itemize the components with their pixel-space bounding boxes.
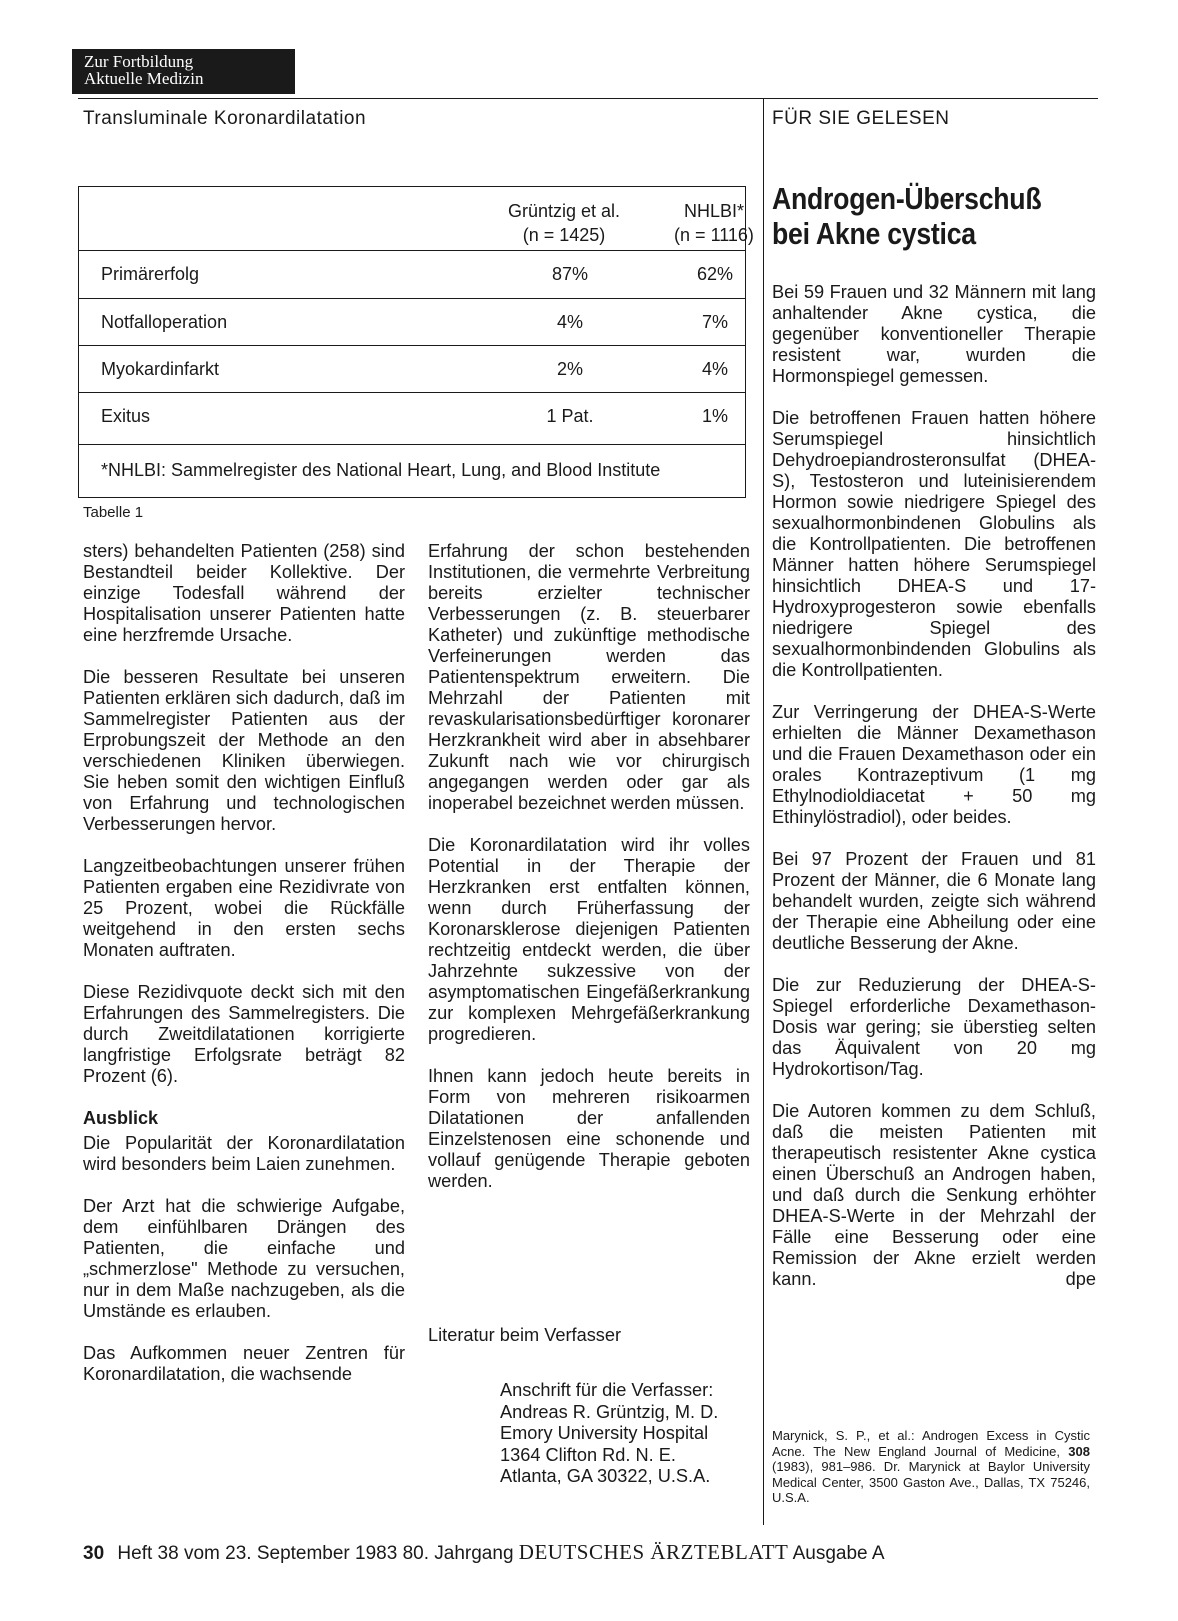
table-header-text: (n = 1425) [522, 225, 606, 245]
address-line: Andreas R. Grüntzig, M. D. [500, 1401, 719, 1422]
paragraph: Diese Rezidivquote deckt sich mit den Erfahrungen des Sammelregisters. Die durch Zweitdilatationen korrigierte langfristige Erfolgsrate beträgt 82 Prozent (6). [83, 982, 405, 1086]
subheading-ausblick: Ausblick [83, 1108, 159, 1128]
paragraph-text: Die Autoren kommen zu dem Schluß, daß die meisten Patienten mit therapeutisch resistenter Akne cystica einen Überschuß an Androgen haben, und daß durch die Senkung erhöhter DHEA-S-Werte in der Mehrzahl der Fälle eine Besserung oder eine Remission der Akne erzielt werden kann. [772, 1101, 1096, 1289]
address-line: Anschrift für die Verfasser: [500, 1380, 714, 1400]
paragraph: Erfahrung der schon bestehenden Institutionen, die vermehrte Verbreitung bereits erzielter technischer Verbesserungen (z. B. steuerbarer Katheter) und zukünftige methodische Verfeinerungen werden das Patientenspektrum erweitern. Die Mehrzahl der Patienten mit revaskularisationsbedürftiger koronarer Herzkrankheit wird aber in absehbarer Zukunft nach wie vor chirurgisch angegangen werden oder gar als inoperabel bezeichnet werden müssen. [428, 541, 750, 813]
address-line: Atlanta, GA 30322, U.S.A. [500, 1466, 711, 1486]
cell-value: 1 Pat. [546, 406, 594, 426]
paragraph: Die Koronardilatation wird ihr volles Potential in der Therapie der Herzkranken erst entfalten können, wenn durch Früherfassung der Koronarsklerose diejenigen Patienten rechtzeitig entdeckt werden, die über Jahrzehnte sukzessive von der asymptomatischen Eingefäßerkrankung zur komplexen Mehrgefäßerkrankung progredieren. [428, 835, 750, 1044]
address-line: 1364 Clifton Rd. N. E. [500, 1444, 676, 1465]
author-address [500, 1380, 718, 1488]
paragraph [772, 1101, 1096, 1290]
table-caption: Tabelle 1 [83, 504, 144, 521]
row-label: Notfalloperation [101, 312, 228, 332]
row-label: Exitus [101, 406, 151, 426]
table-footnote: *NHLBI: Sammelregister des National Heart, Lung, and Blood Institute [101, 460, 661, 480]
paragraph: sters) behandelten Patienten (258) sind Bestandteil beider Kollektive. Der einzige Todesfall während der Hospitalisation unserer Patienten hatte eine herzfremde Ursache. [83, 541, 405, 645]
address-line: Emory University Hospital [500, 1423, 709, 1443]
cell-value: 4% [556, 312, 583, 332]
reference-text: Marynick, S. P., et al.: Androgen Excess in Cystic Acne. The New England Journal of Medicine, [772, 1428, 1090, 1459]
paragraph: Bei 59 Frauen und 32 Männern mit lang anhaltender Akne cystica, die gegenüber konventioneller Therapie resistent war, wurden die Hormonspiegel gemessen. [772, 282, 1096, 386]
paragraph: Der Arzt hat die schwierige Aufgabe, dem einfühlbaren Drängen des Patienten, die einfache und „schmerzlose" Methode zu versuchen, nur in dem Maße nachzugeben, als die Umstände es erlauben. [83, 1196, 405, 1321]
table-row [79, 392, 745, 441]
table-header-nhlbi [639, 199, 789, 247]
page-footer [83, 1540, 885, 1565]
row-label: Myokardinfarkt [101, 359, 220, 379]
paragraph: Das Aufkommen neuer Zentren für Koronardilatation, die wachsende [83, 1343, 405, 1384]
cell-value: 1% [701, 406, 728, 426]
table-row [79, 345, 745, 394]
reference-text: (1983), 981–986. Dr. Marynick at Baylor University Medical Center, 3500 Gaston Ave., Dallas, TX 75246, U.S.A. [772, 1459, 1090, 1505]
rubric-line-1: Zur Fortbildung [84, 52, 194, 71]
journal-name: DEUTSCHES ÄRZTEBLATT [518, 1540, 789, 1564]
paragraph: Ihnen kann jedoch heute bereits in Form von mehreren risikoarmen Dilatationen der anfallenden Einzelstenosen eine schonende und vollauf genügende Therapie geboten werden. [428, 1066, 750, 1191]
table-header-text: Grüntzig et al. [507, 201, 621, 221]
paragraph: Die betroffenen Frauen hatten höhere Serumspiegel hinsichtlich Dehydroepiandrosteronsulfat (DHEA-S), Testosteron und luteinisierendem Hormon sowie niedrigere Spiegel des sexualhormonbindenen Globulins als die Kontrollpatienten. Die betroffenen Männer hatten höhere Serumspiegel hinsichtlich DHEA-S und 17-Hydroxyprogesteron sowie ebenfalls niedrigere Spiegel des sexualhormonbindenden Globulins als die Kontrollpatienten. [772, 408, 1096, 680]
literature-note: Literatur beim Verfasser [428, 1325, 622, 1345]
paragraph: Langzeitbeobachtungen unserer frühen Patienten ergaben eine Rezidivrate von 25 Prozent, wobei die Rückfälle weitgehend in den ersten sechs Monaten auftraten. [83, 856, 405, 960]
paragraph: Die Popularität der Koronardilatation wird besonders beim Laien zunehmen. [83, 1133, 405, 1174]
rubric-line-2: Aktuelle Medizin [84, 69, 204, 88]
side-section-title: FÜR SIE GELESEN [772, 108, 950, 129]
paragraph: Die zur Reduzierung der DHEA-S-Spiegel erforderliche Dexamethason-Dosis war gering; sie überstieg selten das Äquivalent von 20 mg Hydrokortison/Tag. [772, 975, 1096, 1079]
table-row [79, 250, 745, 299]
paragraph: Die besseren Resultate bei unseren Patienten erklären sich dadurch, daß im Sammelregister Patienten aus der Erprobungszeit der Methode an den verschiedenen Kliniken überwiegen. Sie heben somit den wichtigen Einfluß von Erfahrung und technologischen Verbesserungen hervor. [83, 667, 405, 834]
sidebar-column [772, 282, 1096, 1290]
cell-value: 4% [701, 359, 728, 379]
header-rule [78, 98, 1098, 99]
row-label: Primärerfolg [101, 264, 200, 284]
reference-volume: 308 [1068, 1443, 1090, 1459]
rubric-badge [72, 49, 295, 94]
results-table [78, 186, 754, 498]
agency-tag: dpe [1065, 1269, 1096, 1289]
edition: Ausgabe A [792, 1543, 885, 1564]
cell-value: 7% [701, 312, 728, 332]
paragraph: Zur Verringerung der DHEA-S-Werte erhielten die Männer Dexamethason und die Frauen Dexamethason oder ein orales Kontrazeptivum (1 mg Ethylnodioldiacetat + 50 mg Ethinylöstradiol), oder beides. [772, 702, 1096, 827]
table-header-text: NHLBI* [683, 201, 745, 221]
sidebar-reference [772, 1428, 1090, 1506]
table-row [79, 298, 745, 347]
article-column-1 [83, 541, 405, 1406]
section-title: Transluminale Koronardilatation [83, 108, 367, 129]
table-footnote-row [79, 444, 745, 497]
sidebar-headline: Androgen-Überschuß bei Akne cystica [772, 181, 1042, 251]
cell-value: 62% [696, 264, 734, 284]
cell-value: 87% [551, 264, 589, 284]
paragraph: Bei 97 Prozent der Frauen und 81 Prozent der Männer, die 6 Monate lang behandelt wurden, zeigte sich während der Therapie eine Abheilung oder eine deutliche Besserung der Akne. [772, 849, 1096, 953]
table-header-gruentzig [479, 199, 649, 247]
column-divider [763, 98, 764, 1525]
article-column-2 [428, 541, 750, 1213]
page-number: 30 [83, 1543, 105, 1564]
cell-value: 2% [556, 359, 583, 379]
table-header-text: (n = 1116) [674, 225, 754, 245]
issue-info: Heft 38 vom 23. September 1983 80. Jahrgang [117, 1543, 514, 1564]
